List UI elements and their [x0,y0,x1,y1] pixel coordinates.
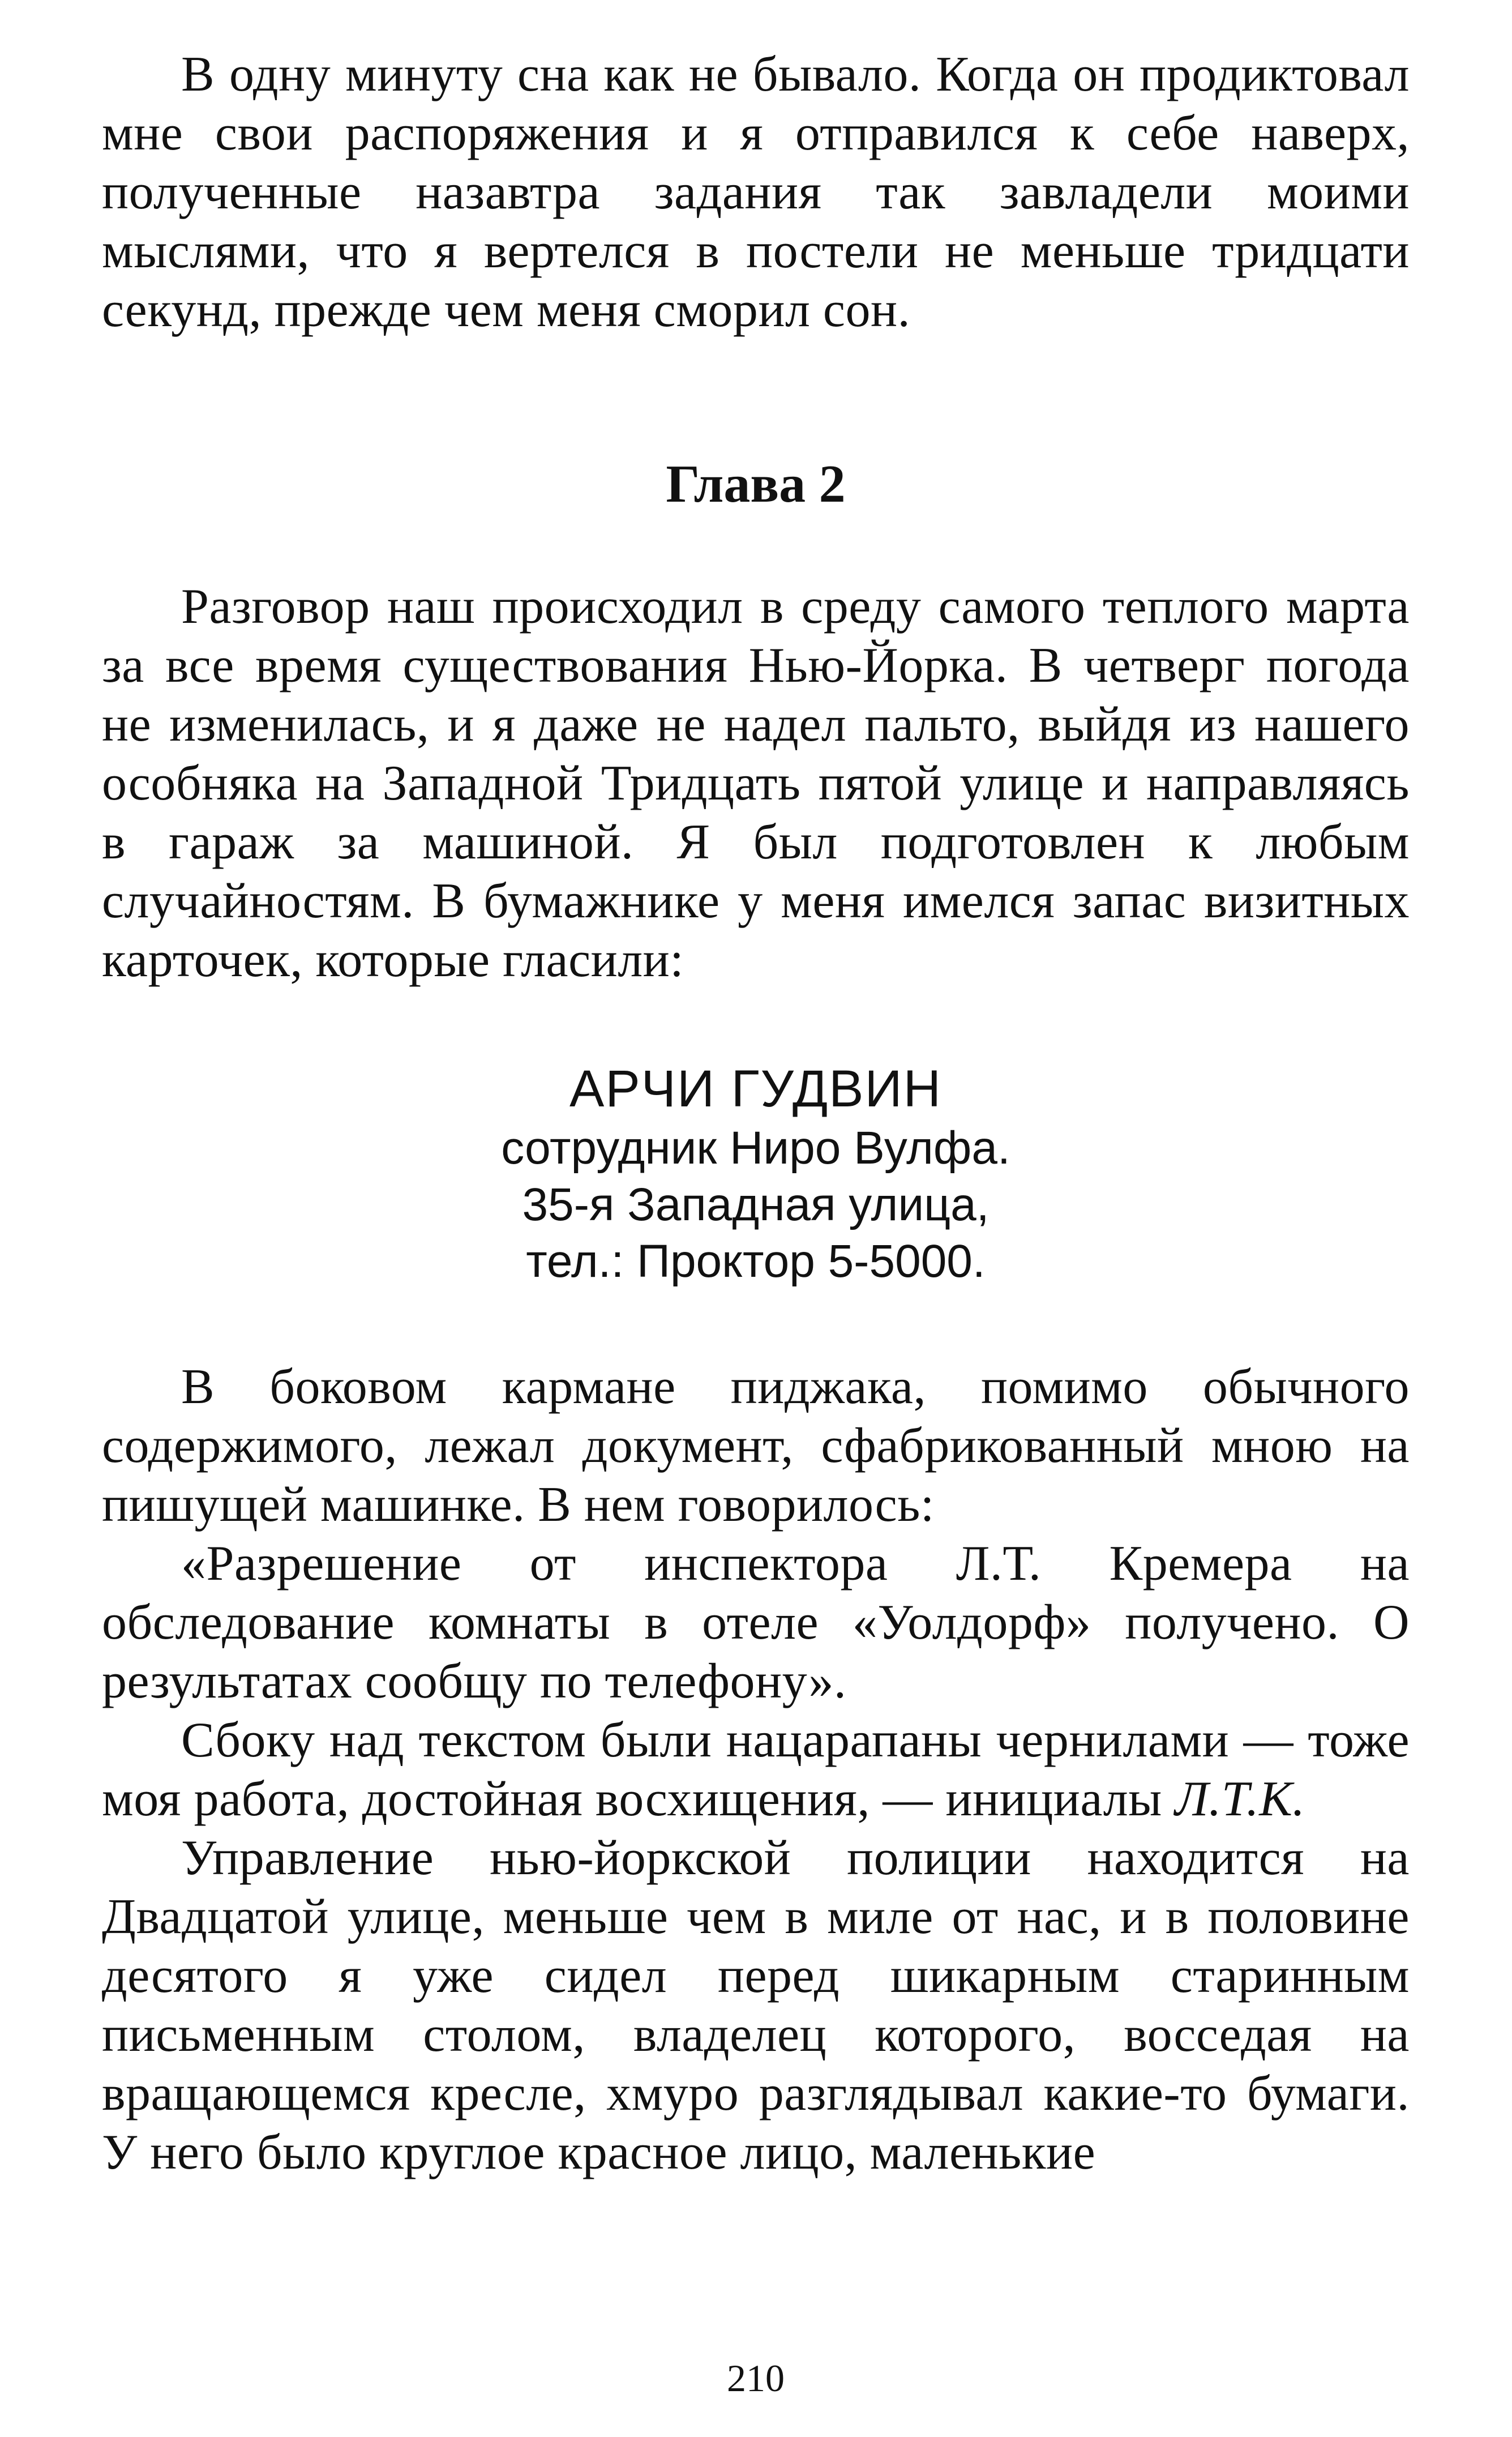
paragraph-1: В одну минуту сна как не бывало. Когда он продиктовал мне свои распоряжения и я отправился к себе наверх, полученные назавтра задания так завладели моими мыслями, что я вертелся в постели не меньше тридцати секунд, прежде чем меня сморил сон. [102,47,1410,337]
card-address: 35-я Западная улица, [522,1179,990,1230]
initials: Л.Т.К. [1175,1772,1305,1827]
paragraph-2: Разговор наш происходил в среду самого теплого марта за все время существования Нью-Йорка. В четверг погода не изменилась, и я даже не надел пальто, выйдя из нашего особняка на Западной Тридцать пятой улице и направляясь в гараж за машиной. Я был подготовлен к любым случайностям. В бумажнике у меня имелся запас визитных карточек, которые гласили: [102,579,1410,987]
paragraph-4: «Разрешение от инспектора Л.Т. Кремера на обследование комнаты в отеле «Уолдорф» получено. О результатах сообщу по телефону». [102,1536,1410,1709]
chapter-title: Глава 2 [666,455,846,514]
paragraph-6: Управление нью-йоркской полиции находится на Двадцатой улице, меньше чем в миле от нас, и в половине десятого я уже сидел перед шикарным старинным письменным столом, владелец которого, восседая на вращающемся кресле, хмуро разглядывал какие-то бумаги. У него было круглое красное лицо, маленькие [102,1831,1410,2180]
page-number: 210 [727,2357,785,2400]
card-position: сотрудник Ниро Вулфа. [501,1122,1010,1174]
paragraph-5-text: Сбоку над текстом были нацарапаны чернилами — тоже моя работа, достойная восхищения, — инициалы [102,1713,1410,1827]
paragraph-3: В боковом кармане пиджака, помимо обычного содержимого, лежал документ, сфабрикованный мною на пишущей машинке. В нем говорилось: [102,1359,1410,1532]
card-name: АРЧИ ГУДВИН [569,1060,943,1118]
paragraph-5 [102,1711,1410,1829]
book-page [102,45,1410,2400]
business-card [102,1058,1410,1290]
card-phone: тел.: Проктор 5-5000. [526,1235,986,1287]
